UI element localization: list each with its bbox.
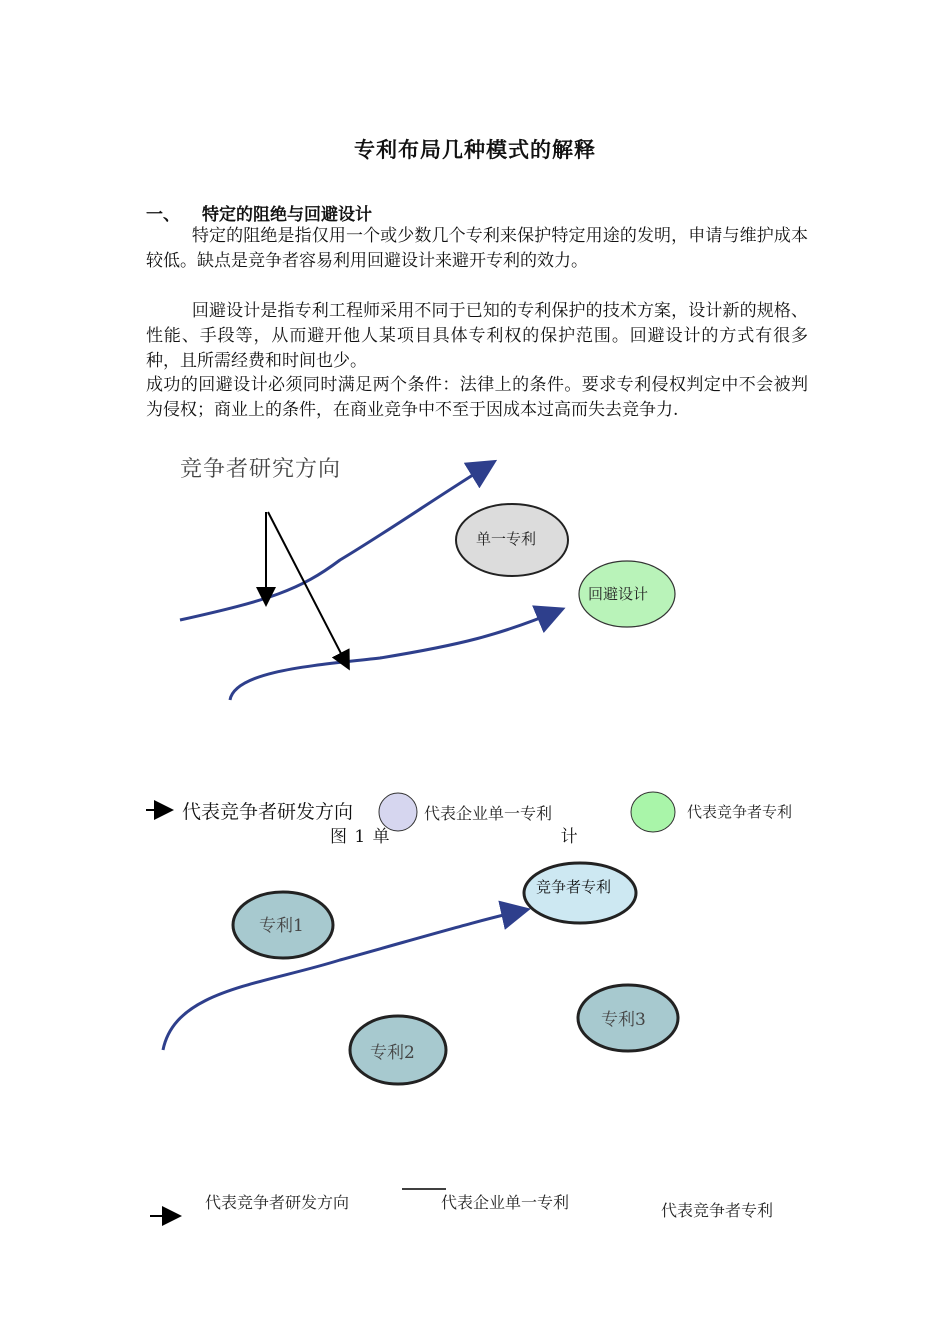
- competitor-patent-label: 竞争者专利: [536, 878, 612, 896]
- figure-1-caption: [330, 822, 579, 847]
- avoid-design-label: 回避设计: [588, 585, 649, 603]
- section-heading-text: 特定的阻绝与回避设计: [202, 205, 372, 225]
- section-number: 一、: [146, 205, 180, 225]
- legend-competitor-circle: [631, 792, 675, 832]
- paragraph-3: 成功的回避设计必须同时满足两个条件：法律上的条件。要求专利侵权判定中不会被判为侵权；商业上的条件，在商业竞争中不至于因成本过高而失去竞争力.: [146, 375, 808, 420]
- paragraph-2: 回避设计是指专利工程师采用不同于已知的专利保护的技术方案，设计新的规格、性能、手段等，从而避开他人某项目具体专利权的保护范围。回避设计的方式有很多种，且所需经费和时间也少。: [146, 301, 808, 371]
- patent-1-label: 专利1: [259, 916, 304, 936]
- paragraph-1: 特定的阻绝是指仅用一个或少数几个专利来保护特定用途的发明，申请与维护成本较低。缺点是竞争者容易利用回避设计来避开专利的效力。: [146, 226, 808, 271]
- competitor-direction-curve-lower: [230, 610, 560, 700]
- legend-single-label-2: 代表企业单一专利: [441, 1193, 570, 1212]
- page-title: 专利布局几种模式的解释: [354, 138, 596, 162]
- single-patent-label: 单一专利: [476, 530, 537, 548]
- competitor-direction-curve-fig2: [163, 910, 525, 1050]
- arrow-to-lower-curve: [268, 512, 348, 667]
- legend-direction-label-1: 代表竞争者研发方向: [182, 801, 354, 823]
- patent-3-label: 专利3: [601, 1010, 646, 1030]
- figure1-heading-label: 竞争者研究方向: [180, 457, 342, 482]
- legend-competitor-label-2: 代表竞争者专利: [661, 1201, 774, 1220]
- patent-2-label: 专利2: [370, 1043, 415, 1063]
- caption-start: 图 1 单: [330, 827, 391, 847]
- legend-single-label-1: 代表企业单一专利: [424, 804, 553, 823]
- competitor-direction-curve-upper: [180, 463, 492, 620]
- legend-direction-label-2: 代表竞争者研发方向: [205, 1193, 350, 1212]
- caption-end: 计: [560, 827, 579, 847]
- legend-competitor-label-1: 代表竞争者专利: [687, 803, 793, 821]
